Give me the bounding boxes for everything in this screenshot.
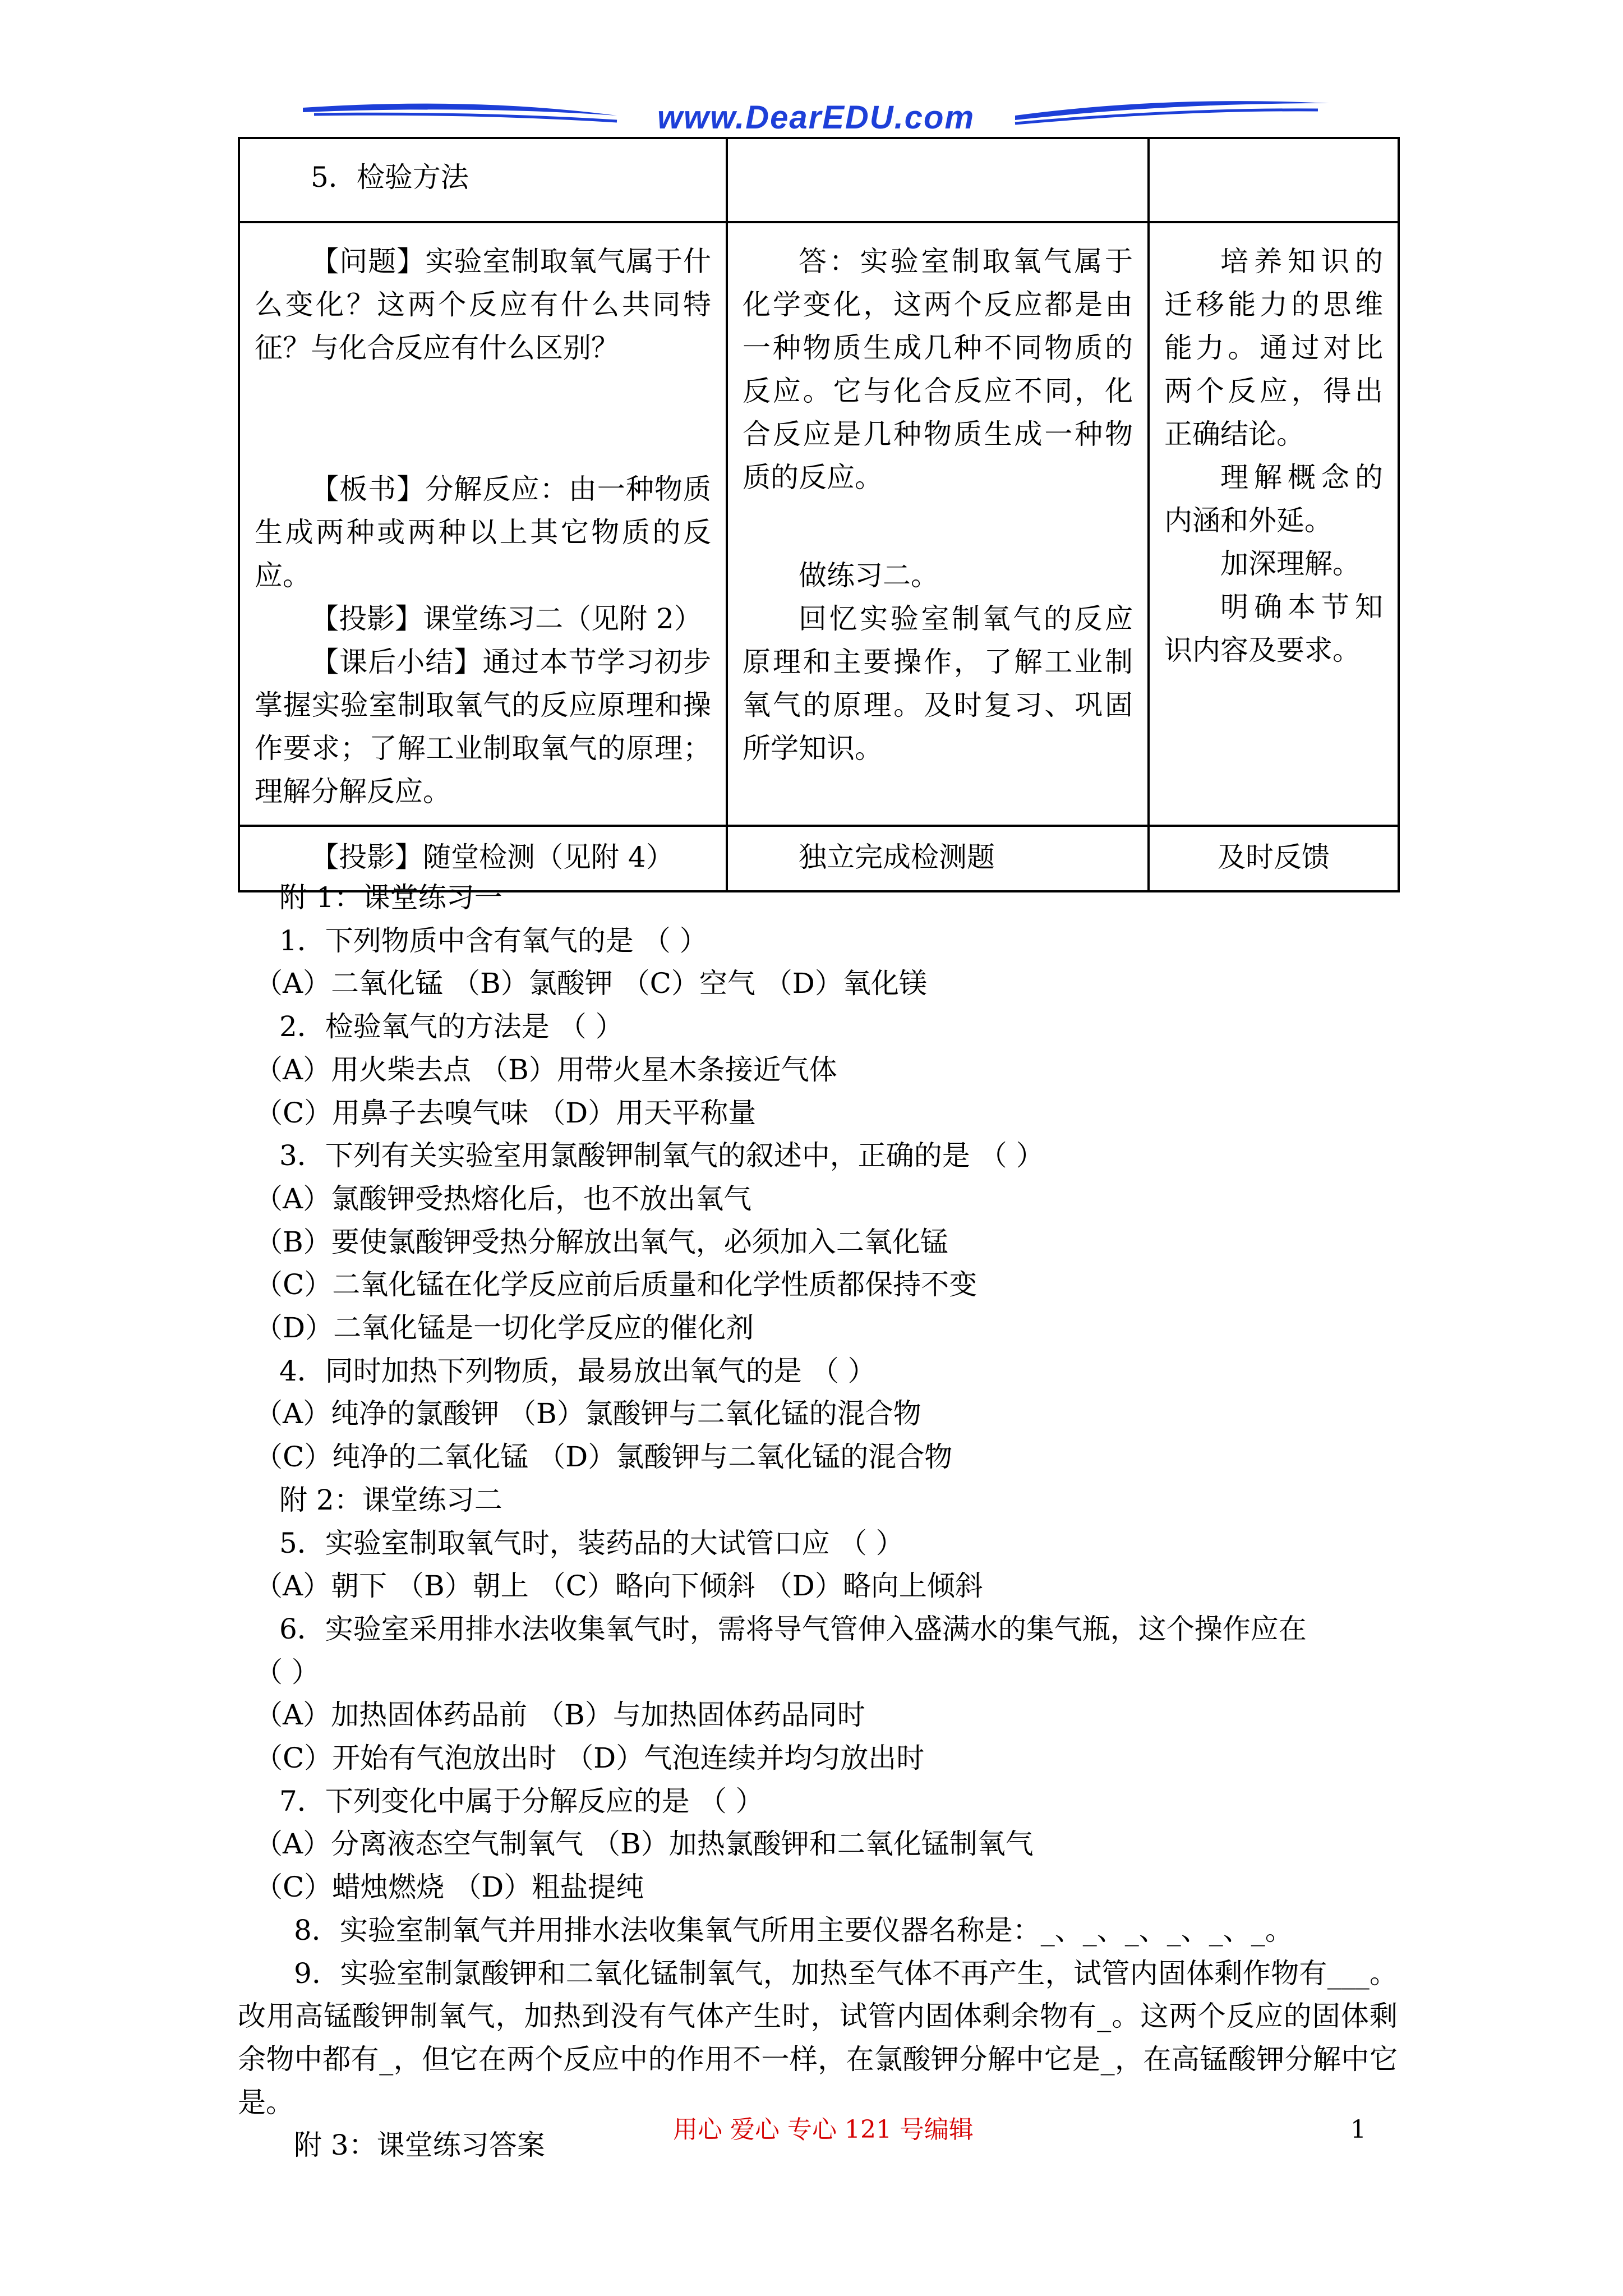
question-line: 3．下列有关实验室用氯酸钾制氧气的叙述中，正确的是 （ ） — [279, 1139, 1044, 1172]
option-line: （A）纯净的氯酸钾 （B）氯酸钾与二氧化锰的混合物 — [255, 1397, 921, 1430]
intent-paragraph: 明确本节知识内容及要求。 — [1164, 591, 1383, 666]
section-heading: 附 2：课堂练习二 — [279, 1483, 502, 1516]
question-paragraph: 【问题】实验室制取氧气属于什么变化？这两个反应有什么共同特征？与化合反应有什么区别？ — [255, 245, 711, 364]
question-line: 7．下列变化中属于分解反应的是 （ ） — [279, 1784, 764, 1818]
page-footer — [0, 2113, 1623, 2147]
option-line: （A）氯酸钾受热熔化后，也不放出氧气 — [255, 1182, 752, 1215]
page-number: 1 — [1350, 2115, 1366, 2144]
summary-paragraph: 【课后小结】通过本节学习初步掌握实验室制取氧气的反应原理和操作要求；了解工业制取氧气的原理；理解分解反应。 — [255, 646, 711, 808]
blackboard-paragraph: 【板书】分解反应：由一种物质生成两种或两种以上其它物质的反应。 — [255, 473, 711, 592]
section-heading: 附 1：课堂练习一 — [279, 881, 502, 914]
teacher-activity-cell: 【投影】随堂检测（见附 4） — [239, 826, 727, 891]
option-line: （A）用火柴去点 （B）用带火星木条接近气体 — [255, 1053, 837, 1086]
student-activity-cell — [727, 222, 1149, 826]
question-line: 1．下列物质中含有氧气的是 （ ） — [279, 924, 708, 957]
lesson-plan-table — [238, 137, 1400, 892]
answer-paragraph: 答：实验室制取氧气属于化学变化，这两个反应都是由一种物质生成几种不同物质的反应。它与化合反应不同，化合反应是几种物质生成一种物质的反应。 — [743, 245, 1133, 494]
question-line: 5．实验室制取氧气时，装药品的大试管口应 （ ） — [279, 1526, 904, 1559]
design-intent-cell — [1149, 222, 1399, 826]
option-line: （B）要使氯酸钾受热分解放出氧气，必须加入二氧化锰 — [255, 1225, 948, 1258]
question-line: 8．实验室制氧气并用排水法收集氧气所用主要仪器名称是：_、_、_、_、_、_。 — [294, 1913, 1293, 1947]
student-activity-cell — [727, 138, 1149, 222]
option-line: （D）二氧化锰是一切化学反应的催化剂 — [255, 1312, 754, 1345]
footer-slogan: 用心 爱心 专心 121 号编辑 — [673, 2115, 974, 2144]
projection-paragraph: 【投影】课堂练习二（见附 2） — [311, 602, 702, 635]
intent-paragraph: 加深理解。 — [1220, 547, 1361, 580]
option-line: （A）加热固体药品前 （B）与加热固体药品同时 — [255, 1699, 865, 1732]
option-line: （A）朝下 （B）朝上 （C）略向下倾斜 （D）略向上倾斜 — [255, 1570, 983, 1603]
question-line: 6．实验室采用排水法收集氧气时，需将导气管伸入盛满水的集气瓶，这个操作应在 — [279, 1612, 1307, 1645]
option-line: （C）二氧化锰在化学反应前后质量和化学性质都保持不变 — [255, 1268, 978, 1301]
question-line: 4．同时加热下列物质，最易放出氧气的是 （ ） — [279, 1354, 876, 1387]
option-line: （ ） — [255, 1655, 320, 1688]
section-heading: 附 3：课堂练习答案 — [294, 2129, 545, 2162]
student-activity-cell: 独立完成检测题 — [727, 826, 1149, 891]
option-line: （A）二氧化锰 （B）氯酸钾 （C）空气 （D）氧化镁 — [255, 967, 927, 1000]
table-row — [239, 222, 1399, 826]
practice-paragraph: 做练习二。 — [799, 559, 939, 592]
intent-paragraph: 培养知识的迁移能力的思维能力。通过对比两个反应，得出正确结论。 — [1164, 245, 1383, 450]
site-url: www.DearEDU.com — [657, 99, 975, 136]
option-line: （A）分离液态空气制氧气 （B）加热氯酸钾和二氧化锰制氧气 — [255, 1828, 1034, 1861]
option-line: （C）用鼻子去嗅气味 （D）用天平称量 — [255, 1096, 757, 1129]
design-intent-cell — [1149, 138, 1399, 222]
intent-paragraph: 理解概念的内涵和外延。 — [1164, 461, 1383, 537]
exercise-section — [238, 876, 1398, 2167]
table-row — [239, 138, 1399, 222]
review-paragraph: 回忆实验室制氧气的反应原理和主要操作，了解工业制氧气的原理。及时复习、巩固所学知识。 — [743, 602, 1133, 765]
teacher-activity-cell: 5．检验方法 — [239, 138, 727, 222]
option-line: （C）纯净的二氧化锰 （D）氯酸钾与二氧化锰的混合物 — [255, 1441, 953, 1474]
design-intent-cell: 及时反馈 — [1149, 826, 1399, 891]
teacher-activity-cell — [239, 222, 727, 826]
option-line: （C）蜡烛燃烧 （D）粗盐提纯 — [255, 1871, 644, 1904]
option-line: （C）开始有气泡放出时 （D）气泡连续并均匀放出时 — [255, 1742, 925, 1775]
question-line: 2．检验氧气的方法是 （ ） — [279, 1010, 624, 1043]
question-paragraph: 9．实验室制氯酸钾和二氧化锰制氧气，加热至气体不再产生，试管内固体剩作物有___。改用高锰酸钾制氧气，加热到没有气体产生时，试管内固体剩余物有_。这两个反应的固体剩余物中都有_，但它在两个反应中的作用不一样，在氯酸钾分解中它是_，在高锰酸钾分解中它是。 — [238, 1957, 1398, 2119]
